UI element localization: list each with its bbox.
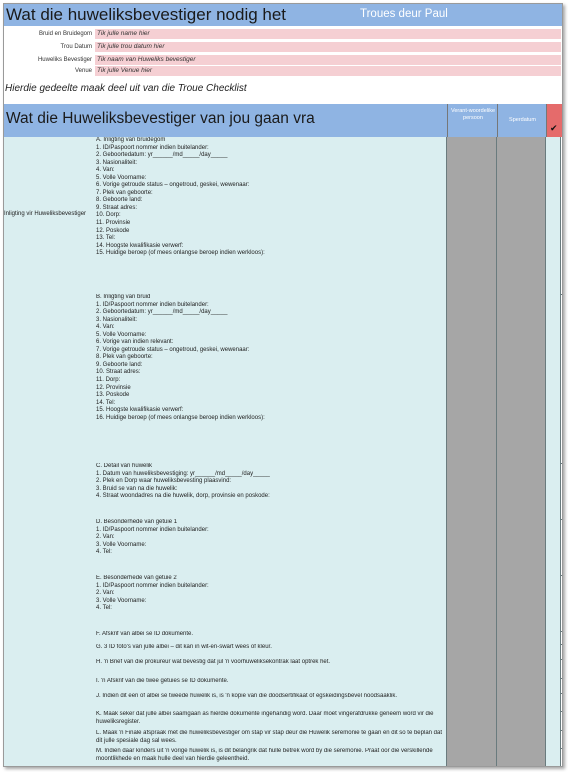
checklist-row — [94, 519, 562, 576]
checklist-line: M. Indien daar kinders uit 'n vorige huwelik is, is dit belangrik dat hulle betrek word by die seremonie. Praat oor die verskillende moontlikhede en maak hulle deel van hierdie geleentheid. — [96, 748, 433, 762]
checklist-item-text — [94, 748, 447, 766]
responsible-person-cell[interactable] — [447, 294, 497, 463]
deadline-cell[interactable] — [497, 659, 546, 678]
col-header-check — [546, 104, 563, 137]
checklist-row — [94, 693, 562, 712]
checklist-line: L. Maak 'n Finale afspraak met die huweliksbevestiger om stap vir stap deur die Huwelik seremonie te gaan en dit so te beplan dat dit julle spesiale dag sal wees. — [96, 730, 442, 744]
checklist-line: 14. Hoogste kwalifikasie verwerf: — [96, 242, 184, 249]
checklist-line: D. Besonderhede van getuie 1 — [96, 519, 178, 525]
checklist-row — [94, 463, 562, 520]
checkmark-icon: ✔ — [550, 123, 558, 133]
done-check-cell[interactable] — [546, 631, 561, 644]
checklist-item-text — [94, 519, 447, 575]
info-label: Venue — [74, 68, 92, 74]
done-check-cell[interactable] — [546, 575, 561, 631]
checklist-line: 13. Poskode — [96, 392, 130, 399]
checklist-item-text — [94, 644, 447, 659]
checklist-line: 3. Nasionaliteit: — [96, 316, 138, 323]
checklist-line: E. Besonderhede van getuie 2 — [96, 575, 177, 581]
deadline-cell[interactable] — [497, 644, 546, 659]
responsible-person-cell[interactable] — [447, 748, 497, 766]
deadline-cell[interactable] — [497, 463, 546, 519]
checklist-row — [94, 137, 562, 295]
section-title: Wat die Huweliksbevestiger van jou gaan vra — [6, 110, 315, 127]
deadline-cell[interactable] — [497, 294, 546, 463]
checklist-line: 1. ID/Paspoort nommer indien buitelander: — [96, 144, 209, 151]
checklist-subtitle: Hierdie gedeelte maak deel uit van die Troue Checklist — [5, 83, 247, 94]
officiant-field[interactable]: Tik naam van Huweliks bevestiger — [95, 55, 561, 65]
checklist-row — [94, 748, 562, 767]
checklist-row — [94, 711, 562, 731]
checklist-line: B. Inligting van bruid — [96, 294, 151, 300]
done-check-cell[interactable] — [546, 711, 561, 730]
checklist-line: 11. Provinsie — [96, 220, 131, 227]
responsible-person-cell[interactable] — [447, 659, 497, 678]
col-header-deadline: Sperdatum — [497, 104, 547, 137]
checklist-line: 2. Geboortedatum: yr______/md_____/day_____ — [96, 309, 228, 316]
responsible-person-cell[interactable] — [447, 519, 497, 575]
done-check-cell[interactable] — [546, 294, 561, 463]
responsible-person-cell[interactable] — [447, 463, 497, 519]
checklist-line: 1. ID/Paspoort nommer indien buitelander: — [96, 301, 209, 308]
responsible-person-cell[interactable] — [447, 137, 497, 294]
checklist-line: 15. Hoogste kwalifikasie verwerf: — [96, 407, 184, 414]
col-header-responsible: Verant-woordelike persoon — [447, 104, 498, 137]
checklist-line: 4. Straat woondadres na die huwelik, dorp, provinsie en poskode: — [96, 493, 270, 500]
info-row-officiant — [4, 55, 562, 66]
deadline-cell[interactable] — [497, 693, 546, 711]
done-check-cell[interactable] — [546, 137, 561, 294]
checklist-line: H. 'n Brief van die prokureur wat bevestig dat jul 'n voorhuweliksekontrak laat optrek het. — [96, 659, 331, 665]
deadline-cell[interactable] — [497, 631, 546, 644]
done-check-cell[interactable] — [546, 748, 561, 766]
deadline-cell[interactable] — [497, 575, 546, 631]
document-frame — [3, 3, 563, 767]
info-row-date — [4, 42, 562, 53]
checklist-row — [94, 644, 562, 660]
checklist-line: 15. Huidige beroep (of mees onlangse beroep indien werkloos): — [96, 250, 265, 257]
checklist-item-text — [94, 631, 447, 644]
checklist-line: 4. Tel: — [96, 605, 112, 612]
checklist-line: 8. Plek van geboorte: — [96, 354, 153, 361]
checklist-line: 12. Provinsie — [96, 384, 131, 391]
category-label: Inligting vir Huweliksbevestiger — [4, 211, 87, 217]
checklist-item-text — [94, 137, 447, 294]
checklist-line: 12. Poskode — [96, 227, 130, 234]
checklist-line: 16. Huidige beroep (of mees onlangse beroep indien werkloos): — [96, 414, 265, 421]
checklist-line: 2. Van: — [96, 534, 115, 541]
info-row-couple — [4, 29, 562, 40]
checklist-line: 5. Volle Voorname: — [96, 331, 147, 338]
checklist-line: 8. Geboorte land: — [96, 197, 143, 204]
responsible-person-cell[interactable] — [447, 575, 497, 631]
checklist-line: 5. Volle Voorname: — [96, 174, 147, 181]
deadline-cell[interactable] — [497, 730, 546, 748]
deadline-cell[interactable] — [497, 519, 546, 575]
done-check-cell[interactable] — [546, 659, 561, 678]
responsible-person-cell[interactable] — [447, 678, 497, 693]
checklist-item-text — [94, 294, 447, 463]
checklist-item-text — [94, 463, 447, 519]
done-check-cell[interactable] — [546, 463, 561, 519]
checklist-item-text — [94, 711, 447, 730]
title-bar — [4, 4, 562, 26]
checklist-line: 13. Tel: — [96, 235, 116, 242]
checklist-line: C. Detail van huwelik — [96, 463, 153, 469]
checklist-line: 9. Straat adres: — [96, 204, 138, 211]
done-check-cell[interactable] — [546, 678, 561, 693]
venue-field[interactable]: Tik julle Venue hier — [95, 66, 561, 76]
info-label: Trou Datum — [60, 44, 92, 50]
checklist-line: 2. Plek en Dorp waar huweliksbevesting plaasvind: — [96, 478, 232, 485]
checklist-item-text — [94, 678, 447, 693]
deadline-cell[interactable] — [497, 711, 546, 730]
section-header — [4, 104, 447, 137]
checklist-line: 2. Geboortedatum: yr______/md_____/day_____ — [96, 152, 228, 159]
checklist-line: I. 'n Afskrif van die twee getuies se ID dokumente. — [96, 678, 229, 684]
checklist-line: 4. Tel: — [96, 549, 112, 556]
checklist-item-text — [94, 659, 447, 678]
checklist-line: G. 3 ID foto's van julle albei – dit kan in wit-en-swart wees of kleur. — [96, 644, 272, 650]
responsible-person-cell[interactable] — [447, 693, 497, 711]
deadline-cell[interactable] — [497, 678, 546, 693]
checklist-line: 14. Tel: — [96, 399, 116, 406]
responsible-person-cell[interactable] — [447, 631, 497, 644]
done-check-cell[interactable] — [546, 644, 561, 659]
deadline-cell[interactable] — [497, 137, 546, 294]
checklist-line: 4. Van: — [96, 167, 115, 174]
responsible-person-cell[interactable] — [447, 730, 497, 748]
checklist-line: 3. Bruid se van na die huwelik: — [96, 485, 178, 492]
left-category-column — [4, 137, 95, 766]
deadline-cell[interactable] — [497, 748, 546, 766]
checklist-row — [94, 659, 562, 679]
checklist-line: 4. Van: — [96, 324, 115, 331]
info-label: Huweliks Bevestiger — [37, 57, 92, 63]
checklist-line: K. Maak seker dat julle albei saamgaan as hierdie dokumente ingehandig word. Daar moet vingerafdrukke geneem word vir die huweliksregister. — [96, 711, 434, 725]
responsible-person-cell[interactable] — [447, 711, 497, 730]
checklist-item-text — [94, 730, 447, 748]
page-title: Wat die huweliksbevestiger nodig het — [6, 5, 287, 24]
couple-names-field[interactable]: Tik julle name hier — [95, 29, 561, 39]
checklist-line: 1. Datum van huweliksbevestiging: yr______/md_____/day_____ — [96, 470, 270, 477]
officiant-title: Troues deur Paul — [360, 8, 448, 20]
done-check-cell[interactable] — [546, 519, 561, 575]
checklist-line: 11. Dorp: — [96, 377, 121, 384]
checklist-line: F. Afskrif van albei se ID dokumente. — [96, 631, 194, 637]
info-label: Bruid en Bruidegom — [38, 31, 92, 37]
checklist-row — [94, 730, 562, 749]
checklist-line: J. Indien dit een of albei se tweede huwelik is, is 'n kopie van die doodsertifikaat of egskeidingsbevel noodsaaklik. — [96, 693, 397, 699]
checklist-line: 6. Vorige van indien relevant: — [96, 339, 174, 346]
checklist-line: 3. Volle Voorname: — [96, 541, 147, 548]
checklist-row — [94, 294, 562, 464]
checklist-line: 1. ID/Paspoort nommer indien buitelander: — [96, 582, 209, 589]
checklist-line: 2. Van: — [96, 590, 115, 597]
wedding-date-field[interactable]: Tik julle trou datum hier — [95, 42, 561, 52]
checklist-line: 1. ID/Paspoort nommer indien buitelander: — [96, 526, 209, 533]
checklist-line: 10. Dorp: — [96, 212, 121, 219]
checklist-row — [94, 631, 562, 645]
checklist-row — [94, 575, 562, 632]
checklist-line: 7. Plek van geboorte: — [96, 189, 153, 196]
checklist-row — [94, 678, 562, 694]
responsible-person-cell[interactable] — [447, 644, 497, 659]
info-row-venue — [4, 66, 562, 77]
checklist-line: 3. Nasionaliteit: — [96, 159, 138, 166]
checklist-line: 9. Geboorte land: — [96, 361, 143, 368]
checklist-line: 7. Vorige getroude status – ongetroud, geskei, wewenaar: — [96, 346, 250, 353]
checklist-line: A. Inligting van bruidegom — [96, 137, 166, 143]
done-check-cell[interactable] — [546, 693, 561, 711]
checklist-line: 10. Straat adres: — [96, 369, 141, 376]
checklist-item-text — [94, 575, 447, 631]
done-check-cell[interactable] — [546, 730, 561, 748]
checklist-line: 3. Volle Voorname: — [96, 597, 147, 604]
checklist-item-text — [94, 693, 447, 711]
checklist-line: 6. Vorige getroude status – ongetroud, geskei, wewenaar: — [96, 182, 250, 189]
